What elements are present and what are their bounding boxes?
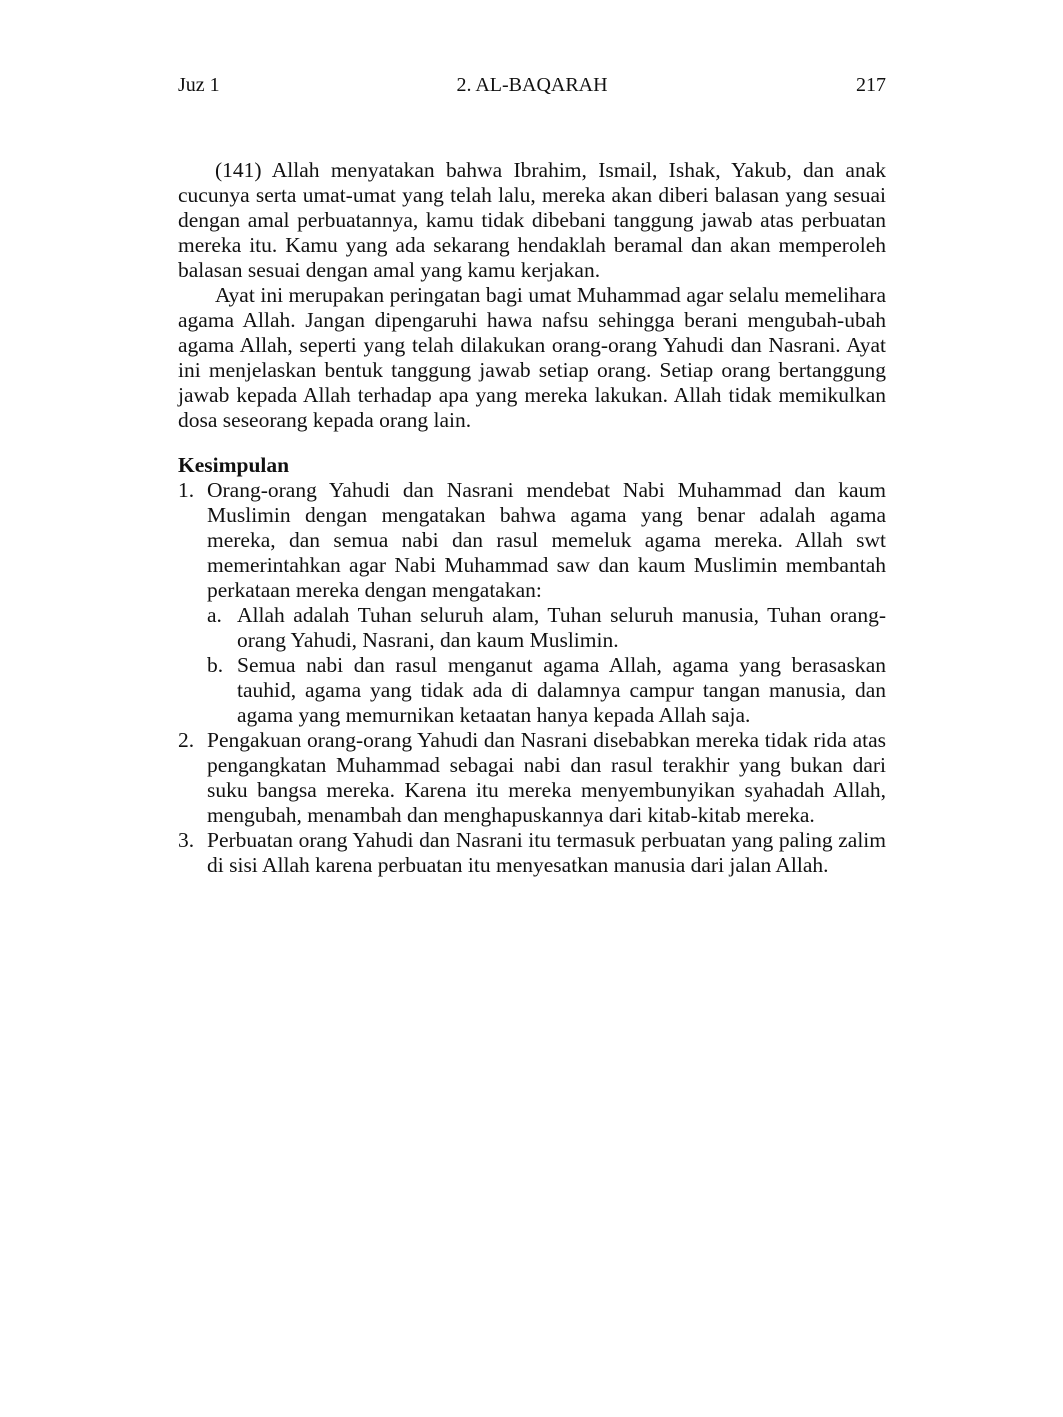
paragraph-verse-141: (141) Allah menyatakan bahwa Ibrahim, Ismail, Ishak, Yakub, dan anak cucunya serta umat-umat yang telah lalu, mereka akan diberi balasan yang sesuai dengan amal perbuatannya, kamu tidak dibebani tanggung jawab atas perbuatan mereka itu. Kamu yang ada sekarang hendaklah beramal dan akan memperoleh balasan sesuai dengan amal yang kamu kerjakan. xyxy=(178,158,886,282)
juz-label: Juz 1 xyxy=(178,74,220,96)
list-item xyxy=(178,828,886,878)
page-header xyxy=(178,72,886,98)
sub-list xyxy=(207,603,886,728)
sub-list-item-letter: b. xyxy=(207,653,224,677)
paragraph-explanation: Ayat ini merupakan peringatan bagi umat Muhammad agar selalu memelihara agama Allah. Jangan dipengaruhi hawa nafsu sehingga berani mengubah-ubah agama Allah, seperti yang telah dilakukan orang-orang Yahudi dan Nasrani. Ayat ini menjelaskan bentuk tanggung jawab setiap orang. Setiap orang bertanggung jawab kepada Allah terhadap apa yang mereka lakukan. Allah tidak memikulkan dosa seseorang kepada orang lain. xyxy=(178,283,886,432)
list-item-number: 1. xyxy=(178,478,195,502)
list-item xyxy=(178,478,886,728)
sub-list-item-text: Semua nabi dan rasul menganut agama Allah, agama yang berasaskan tauhid, agama yang tidak ada di dalamnya campur tangan manusia, dan agama yang memurnikan ketaatan hanya kepada Allah saja. xyxy=(237,653,886,727)
page-number: 217 xyxy=(856,74,886,96)
section-heading: Kesimpulan xyxy=(178,453,290,477)
sub-list-item xyxy=(207,603,886,653)
list-item-text: Pengakuan orang-orang Yahudi dan Nasrani disebabkan mereka tidak rida atas pengangkatan Muhammad sebagai nabi dan rasul terakhir yang bukan dari suku bangsa mereka. Karena itu mereka menyembunyikan syahadah Allah, mengubah, menambah dan menghapuskannya dari kitab-kitab mereka. xyxy=(207,728,886,827)
list-item-text: Orang-orang Yahudi dan Nasrani mendebat Nabi Muhammad dan kaum Muslimin dengan mengatakan bahwa agama yang benar adalah agama mereka, dan semua nabi dan rasul memeluk agama mereka. Allah swt memerintahkan agar Nabi Muhammad saw dan kaum Muslimin membantah perkataan mereka dengan mengatakan: xyxy=(207,478,886,602)
page-body xyxy=(178,158,886,878)
list-item-text: Perbuatan orang Yahudi dan Nasrani itu termasuk perbuatan yang paling zalim di sisi Allah karena perbuatan itu menyesatkan manusia dari jalan Allah. xyxy=(207,828,886,877)
list-item xyxy=(178,728,886,828)
sub-list-item xyxy=(207,653,886,728)
list-item-number: 2. xyxy=(178,728,195,752)
conclusion-list xyxy=(178,478,886,878)
list-item-number: 3. xyxy=(178,828,195,852)
sub-list-item-letter: a. xyxy=(207,603,222,627)
chapter-title: 2. AL-BAQARAH xyxy=(456,74,608,96)
sub-list-item-text: Allah adalah Tuhan seluruh alam, Tuhan seluruh manusia, Tuhan orang-orang Yahudi, Nasrani, dan kaum Muslimin. xyxy=(237,603,886,652)
